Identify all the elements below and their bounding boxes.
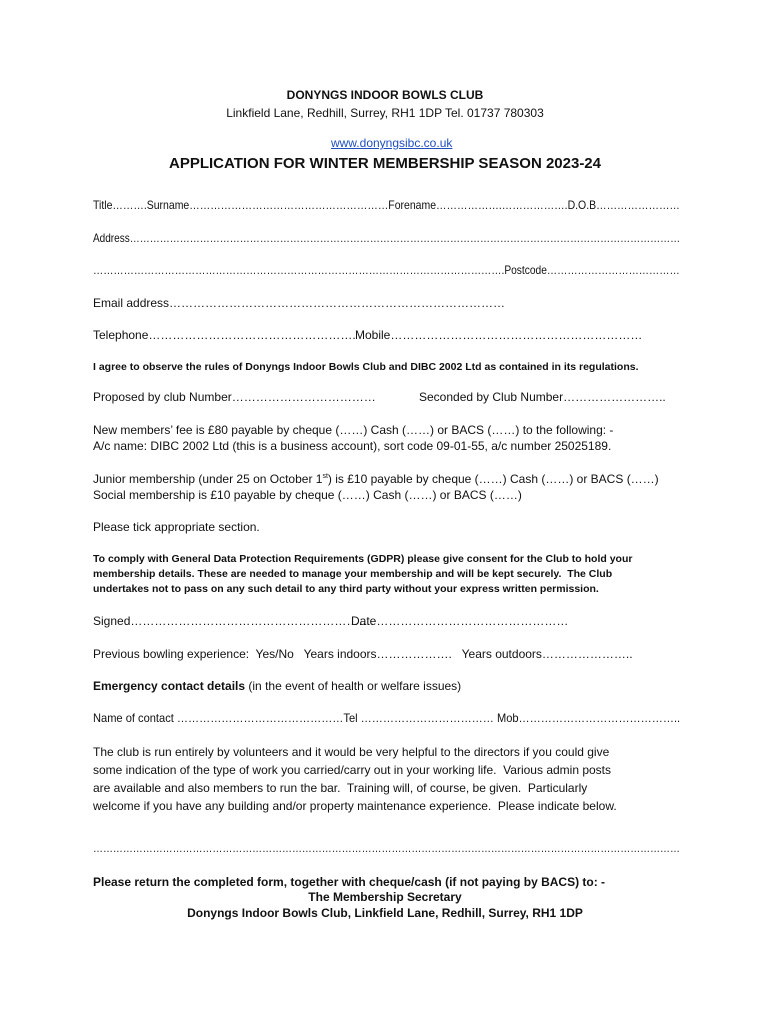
new-member-fee: New members’ fee is £80 payable by cheque (……) Cash (……) or BACS (……) to the following: - — [93, 423, 614, 437]
junior-text-pre: Junior membership (under 25 on October 1 — [93, 472, 323, 486]
emergency-heading: Emergency contact details — [93, 679, 246, 693]
social-membership: Social membership is £10 payable by cheque (……) Cash (……) or BACS (……) — [93, 488, 522, 502]
proposed-by-field[interactable]: Proposed by club Number……………………………… — [93, 390, 376, 404]
address-postcode-field[interactable]: ………………………………………………………………………………………………………….Postcode………………………………… — [93, 263, 680, 277]
seconded-by-field[interactable]: Seconded by Club Number…………………….. — [419, 390, 666, 404]
tick-note: Please tick appropriate section. — [93, 520, 260, 534]
address-field-1[interactable]: Address………………………………………………………………………………………………………………………………………………… — [93, 231, 681, 245]
telephone-field[interactable]: Telephone……………………………………………. — [93, 328, 356, 342]
volunteer-line-4: welcome if you have any building and/or property maintenance experience. Please indicate below. — [93, 799, 617, 813]
junior-text-post: ) is £10 payable by cheque (……) Cash (……) or BACS (……) — [327, 472, 659, 486]
gdpr-line-1: To comply with General Data Protection Requirements (GDPR) please give consent for the Club to hold your — [93, 553, 633, 565]
form-title: APPLICATION FOR WINTER MEMBERSHIP SEASON 2023-24 — [168, 155, 601, 172]
volunteer-line-2: some indication of the type of work you carried/carry out in your working life. Various admin posts — [93, 763, 612, 777]
emergency-contact-field[interactable]: Name of contact ………………………………………Tel ……………………………… Mob…………………………………….. — [93, 711, 681, 725]
junior-text-sup: st — [322, 473, 328, 480]
club-address: Linkfield Lane, Redhill, Surrey, RH1 1DP Tel. 01737 780303 — [226, 106, 544, 120]
date-field[interactable]: Date………………………………………… — [351, 614, 569, 628]
return-instruction: Please return the completed form, together with cheque/cash (if not paying by BACS) to: - — [93, 875, 606, 889]
name-dob-field[interactable]: Title……….Surname…………………………………………………Forename……………….……………….D.O.B…………………… — [93, 198, 680, 212]
signed-field[interactable]: Signed……………………………………………………. — [93, 614, 374, 628]
bowling-experience-field[interactable]: Previous bowling experience: Yes/No Years indoors………………. Years outdoors………………….. — [93, 647, 633, 661]
return-recipient: The Membership Secretary — [308, 890, 462, 904]
bank-details: A/c name: DIBC 2002 Ltd (this is a business account), sort code 09-01-55, a/c number 25025189. — [93, 439, 612, 453]
club-website-link[interactable]: www.donyngsibc.co.uk — [330, 136, 453, 150]
return-address: Donyngs Indoor Bowls Club, Linkfield Lane, Redhill, Surrey, RH1 1DP — [187, 906, 583, 920]
gdpr-line-2: membership details. These are needed to manage your membership and will be kept securely. The Club — [93, 568, 613, 580]
experience-answer-field[interactable]: …………………………………………………………………………………………………………………………………………………………… — [93, 841, 680, 855]
email-field[interactable]: Email address………………………………………………………………………… — [93, 296, 506, 310]
junior-membership — [93, 471, 659, 487]
emergency-heading-line — [93, 678, 461, 694]
volunteer-line-1: The club is run entirely by volunteers and it would be very helpful to the directors if you could give — [93, 745, 610, 759]
mobile-field[interactable]: Mobile……………………………………………………… — [355, 328, 643, 342]
club-name: DONYNGS INDOOR BOWLS CLUB — [286, 88, 484, 102]
agree-statement: I agree to observe the rules of Donyngs Indoor Bowls Club and DIBC 2002 Ltd as contained in its regulations. — [93, 361, 639, 373]
emergency-note: (in the event of health or welfare issues) — [245, 679, 462, 693]
gdpr-line-3: undertakes not to pass on any such detail to any third party without your express written permission. — [93, 583, 599, 595]
volunteer-line-3: are available and also members to run the bar. Training will, of course, be given. Particularly — [93, 781, 588, 795]
